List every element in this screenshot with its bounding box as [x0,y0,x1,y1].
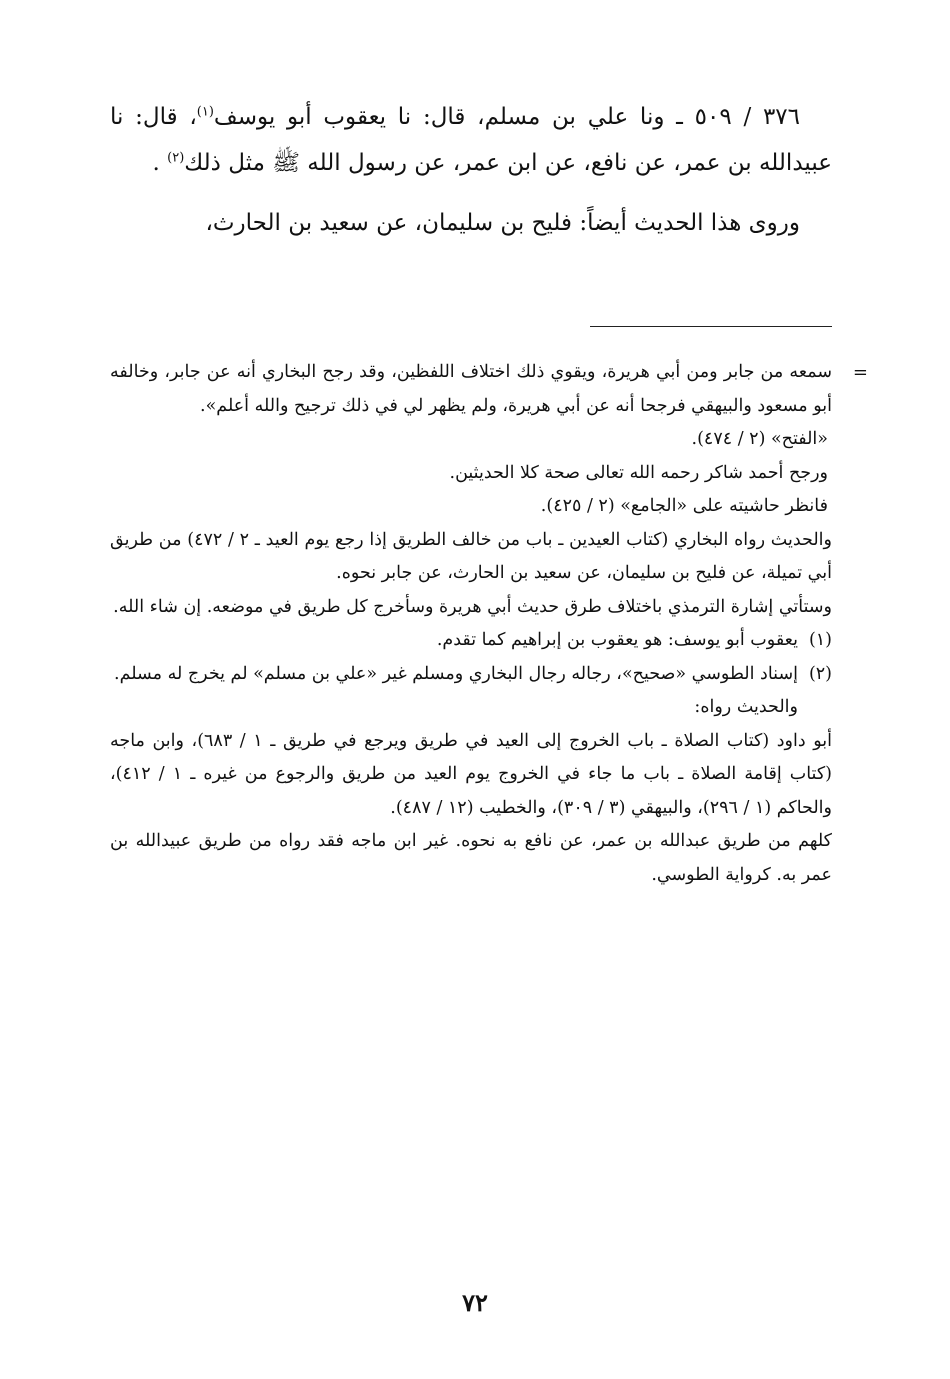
footnote-separator [590,326,832,327]
hadith-isnad: ٣٧٦ / ٥٠٩ ـ ونا علي بن مسلم، قال: نا يعقوب أبو يوسف [213,104,800,130]
footnote-1 [110,624,832,658]
footnote-ref-2[interactable]: (٢) [167,150,185,166]
page-number: ٧٢ [462,1288,488,1317]
note-line: أبو داود (كتاب الصلاة ـ باب الخروج إلى العيد في طريق ويرجع في طريق ـ ١ / ٦٨٣)، وابن ماجه (كتاب إقامة الصلاة ـ باب ما جاء في الخروج يوم العيد من طريق والرجوع من غيره ـ ١ / ٤١٢)، والحاكم (١ / ٢٩٦)، والبيهقي (٣ / ٣٠٩)، والخطيب (١٢ / ٤٨٧). [110,730,832,818]
footnotes [110,356,868,892]
footnote-2 [110,658,832,692]
note-line: والحديث رواه: [694,697,798,717]
note-line: «الفتح» (٢ / ٤٧٤). [691,429,828,449]
hadith-paragraph [110,94,832,186]
hadith-end: . [152,150,168,176]
note-line: سمعه من جابر ومن أبي هريرة، ويقوي ذلك اختلاف اللفظين، وقد رجح البخاري أنه عن جابر، وخالفه أبو مسعود والبيهقي فرجحا أنه عن أبي هريرة، ولم يظهر لي في ذلك ترجيح والله أعلم». [110,362,832,416]
note-line: كلهم من طريق عبدالله بن عمر، عن نافع به نحوه. غير ابن ماجه فقد رواه من طريق عبيدالله بن عمر به. كرواية الطوسي. [110,831,832,885]
footnote-text: يعقوب أبو يوسف: هو يعقوب بن إبراهيم كما تقدم. [436,630,798,650]
note-line: والحديث رواه البخاري (كتاب العيدين ـ باب من خالف الطريق إذا رجع يوم العيد ـ ٢ / ٤٧٢) من طريق أبي تميلة، عن فليح بن سليمان، عن سعيد بن الحارث، عن جابر نحوه. [110,529,832,583]
main-text [110,94,832,246]
narration-paragraph: وروى هذا الحديث أيضاً: فليح بن سليمان، عن سعيد بن الحارث، [205,210,800,236]
note-line: وستأتي إشارة الترمذي باختلاف طرق حديث أبي هريرة وسأخرج كل طريق في موضعه. إن شاء الله. [113,596,832,617]
footnote-text: إسناد الطوسي «صحيح»، رجاله رجال البخاري ومسلم غير «علي بن مسلم» لم يخرج له مسلم. [114,663,798,684]
hadith-matn: ، قال: نا عبيدالله بن عمر، عن نافع، عن ابن عمر، عن رسول الله ﷺ مثل ذلك [110,104,832,176]
footnote-continuation [110,356,868,624]
note-line: ورجح أحمد شاكر رحمه الله تعالى صحة كلا الحديثين. [449,462,828,483]
footnote-number: (١) [808,630,832,650]
note-line: فانظر حاشيته على «الجامع» (٢ / ٤٢٥). [540,496,828,516]
footnote-number: (٢) [808,663,832,684]
continuation-marker: = [852,362,868,383]
footnote-ref-1[interactable]: (١) [196,104,214,120]
